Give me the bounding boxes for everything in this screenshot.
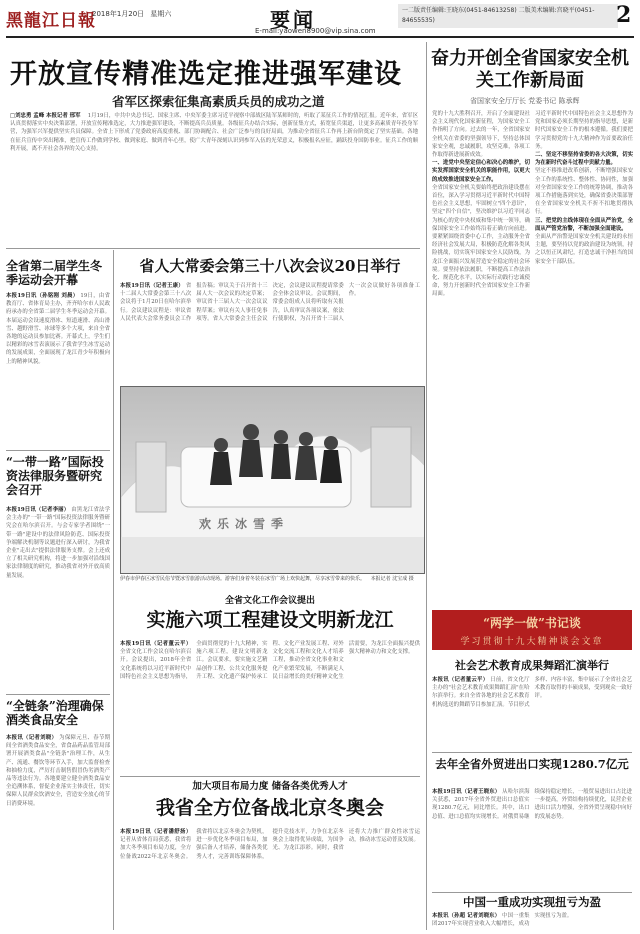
center-story-2-kicker: 全省文化工作会议提出 — [224, 596, 315, 606]
center-story-1-headline[interactable]: 省人大常委会第三十八次会议20日举行 — [139, 257, 401, 275]
right-story-3-dateline: 本报19日讯（记者王晓东） — [432, 789, 501, 795]
right-story-2-dateline: 本报讯（记者董云平） — [432, 677, 489, 683]
lead-body: □刘忠勇 孟峰 本报记者 邢军 1月19日，中共中央总书记、国家主席、中央军委主席习近平视察中部战区陆军某师时的，听取了某征兵工作的情况汇报。近年来，省军区认真贯彻落实中央决策部署，开放宣传精准选定，大力推进强军建设，不断提高兵员质量。各级征兵办结合实际，创新征集方式，拓宽征兵渠道，让更多高素质青年投身军营，为强军兴军提供坚实兵员保障。全省上下形成了党委政府高度重视、部门协调配合、社会广泛参与的良好局面，为推动全省征兵工作再上新台阶奠定了坚实基础。各地在征兵宣传中突出精准，把宣传工作做到学校、做到家庭、做到青年心里，使广大青年深刻认识到参军入伍的光荣意义，积极报名应征，踊跃投身国防事业。征兵工作的顺利开展，离不开社会各界的关心支持。 — [10, 113, 418, 152]
column-banner[interactable] — [432, 610, 632, 650]
banner-title: “两学一做”书记谈 — [483, 616, 581, 630]
center-story-1-body: 本报19日讯（记者王康） 省十二届人大常委会第三十八次会议将于1月20日在哈尔滨举行。会议建议议程是：审议省人民代表大会常务委员会工作报告稿；审议关于召开省十三届人大一次会议的决定草案；审议省十三届人大一次会议议程草案；审议有关人事任免事项等。省人大常委会主任会议决定，会议建议议程提请常委会全体会议审议。会议期间，常委会组成人员将听取有关报告，认真审议各项议案，依法行使职权，为召开省十三届人大一次会议做好各项准备工作。 — [120, 283, 420, 322]
date-text: 2018年1月20日 — [92, 10, 145, 18]
lead-headline[interactable]: 开放宣传精准选定推进强军建设 — [10, 59, 402, 90]
right-story-3-headline[interactable]: 去年全省外贸进出口实现1280.7亿元 — [435, 757, 629, 771]
left-column-rule — [113, 250, 114, 930]
photo-credit: 本报记者 沈宝成 摄 — [370, 576, 414, 582]
left-story-1-headline[interactable]: 全省第二届学生冬季运动会开幕 — [6, 259, 103, 287]
right-subhead-3: 三、把党的主线体现在全面从严治党，全面从严管党治警，不断加强全面建设。 — [535, 217, 633, 232]
right-column-rule — [426, 42, 427, 930]
weekday-text: 星期六 — [150, 10, 172, 18]
hotline-text: 一二版责任编辑:王晓东(0451-84613258) 二版美术编辑:宫晓平(0451-84655535) — [402, 7, 595, 24]
left-story-3-dateline: 本报讯（记者刘晓） — [6, 735, 58, 741]
banner-subtitle: 学习贯彻十九大精神谈会文章 — [460, 637, 604, 647]
right-story-4-headline[interactable]: 中国一重成功实现扭亏为盈 — [463, 895, 601, 909]
snow-festival-image — [121, 387, 425, 574]
center-story-1-dateline: 本报19日讯（记者王康） — [120, 283, 184, 289]
center-story-2-body: 本报19日讯（记者董云平） 全省文化工作会议在哈尔滨召开。会议提出，2018年全省文化系统将以习近平新时代中国特色社会主义思想为指导，全面贯彻党的十九大精神，实施六项工程，建设文明新龙江。会议要求，要实施文艺精品创作工程、公共文化服务提升工程、文化遗产保护传承工程、文化产业发展工程、对外文化交流工程和文化人才培养工程，推动全省文化事业和文化产业繁荣发展，不断满足人民日益增长的美好精神文化生活需要，为龙江全面振兴提供强大精神动力和文化支撑。 — [120, 641, 420, 680]
issue-date — [92, 9, 171, 19]
right-story-3-body: 本报19日讯（记者王晓东） 从哈尔滨海关获悉，2017年全省外贸进出口总值实现1280.7亿元，同比增长。其中，出口总值、进口总值均实现增长。对俄贸易继续保持稳定增长，一般贸易进出口占比进一步提高，外贸结构持续优化，民营企业进出口活力增强，全省外贸呈现稳中向好的发展态势。 — [432, 789, 632, 820]
lead-byline: □刘忠勇 孟峰 本报记者 邢军 — [10, 113, 81, 119]
center-story-2-headline[interactable]: 实施六项工程建设文明新龙江 — [146, 609, 394, 631]
left-story-2-body: 本报19日讯（记者李丽） 由黑龙江省法学会主办的"一带一路"国际投资法律服务暨研究会在哈尔滨召开。与会专家学者围绕"一带一路"建设中的法律风险防范、国际投资争端解决机制等议题进行深入研讨，为我省企业"走出去"提供法律服务支撑。会上还成立了相关研究机构，将进一步加强对沿线国家法律制度的研究，推动我省对外开放高质量发展。 — [6, 507, 110, 579]
center-story-3-dateline: 本报19日讯（记者潘舒扬） — [120, 829, 192, 835]
left-story-3-headline[interactable]: “全链条”治理确保酒类食品安全 — [6, 699, 104, 727]
right-story-4-dateline: 本报讯（孙超 记者刘晓东） — [432, 913, 501, 919]
right-story-4-body: 本报讯（孙超 记者刘晓东） 中国一重集团2017年实现营业收入大幅增长，成功实现扭亏为盈。 — [432, 913, 573, 928]
right-story-2-body: 本报讯（记者董云平） 日前，省文化厅主办的"社会艺术教育成果舞蹈汇演"在哈尔滨举行。来自全省各地的社会艺术教育机构选送的舞蹈节目参加汇演。节目形式多样、内容丰富，集中展示了全省社会艺术教育取得的丰硕成果，受到观众一致好评。 — [432, 677, 632, 708]
center-story-3-body: 本报19日讯（记者潘舒扬） 记者从省体育局获悉，我省将加大冬季项目布局力度，全方位备战2022年北京冬奥会。我省将以北京冬奥会为契机，进一步优化冬季项目布局，加强后备人才培养，储备各类优秀人才，完善训练保障体系，提升竞技水平，力争在北京冬奥会上取得优异成绩，为国争光、为龙江添彩。同时，我省还将大力推广群众性冰雪运动，推动冰雪运动普及发展。 — [120, 829, 420, 860]
right-top-byline: 省国家安全厅厅长 党委书记 陈承辉 — [470, 97, 580, 105]
lead-subhead: 省军区探索征集高素质兵员的成功之道 — [112, 94, 325, 109]
section-email[interactable]: E-mail:yaowen8900@vip.sina.com — [255, 27, 376, 35]
masthead-rule — [6, 36, 634, 38]
news-photo — [120, 386, 425, 574]
center-story-2-dateline: 本报19日讯（记者董云平） — [120, 641, 192, 647]
snow-sculpture-sign: 欢乐冰雪季 — [199, 517, 290, 531]
right-story-2-headline[interactable]: 社会艺术教育成果舞蹈汇演举行 — [455, 659, 609, 672]
editor-hotline — [398, 4, 618, 28]
newspaper-logo: 黑龍江日報 — [6, 11, 96, 31]
center-story-3-headline[interactable]: 我省全方位备战北京冬奥会 — [155, 797, 384, 819]
left-story-1-dateline: 本报19日讯（孙铭刚 刘晨） — [6, 293, 79, 299]
left-rule-1 — [6, 450, 110, 451]
right-top-headline[interactable]: 奋力开创全省国家安全机关工作新局面 — [431, 48, 629, 91]
left-story-3-body: 本报讯（记者刘晓） 为保障元旦、春节期间全省酒类食品安全，省食品药品监管局部署开展酒类食品"全链条"治理工作，从生产、流通、餐饮等环节入手，加大监督检查和抽检力度，严厉打击制售假冒伪劣酒类产品等违法行为。各地要建立健全酒类食品安全追溯体系，督促企业落实主体责任，切实保障人民群众饮酒安全，营造安全放心的节日消费环境。 — [6, 735, 110, 807]
right-top-body-col1: 党的十九大胜利召开，开启了全面建设社会主义现代化国家新征程，为国家安全工作指明了方向。过去的一年，全省国家安全机关在省委的坚强领导下，坚持总体国家安全观，忠诚履职，攻坚克难，各项工作取得新进展新成效。 一、进党中央坚定信心和决心的维护，切实发挥国家安全机关的职能作用，以更大的成效推进国家安全工作。 全省国家安全机关要始终把政治建设摆在首位，深入学习贯彻习近平新时代中国特色社会主义思想，牢固树立"四个意识"，坚定"四个自信"，坚决维护以习近平同志为核心的党中央权威和集中统一领导，确保国家安全工作始终沿着正确方向前进。要紧紧围绕省委中心工作，主动服务全省经济社会发展大局，积极防范化解各类风险挑战，切实筑牢国家安全人民防线，为龙江全面振兴发展营造安全稳定的社会环境。要坚持依法履职，不断提高工作法治化、规范化水平，以实际行动践行忠诚使命，努力开创新时代全省国家安全工作新局面。 — [432, 111, 530, 298]
section-title: 要闻 — [270, 8, 316, 32]
right-rule-4 — [432, 892, 632, 893]
left-story-1-body: 本报19日讯（孙铭刚 刘晨） 19日，由省教育厅、省体育局主办，齐齐哈尔市人民政府承办的全省第二届学生冬季运动会开幕。本届运动会设速度滑冰、短道速滑、高山滑雪、越野滑雪、冰球等多个大项，来自全省各地的运动员参加比赛。开幕式上，学生们以精彩的冰雪表演展示了我省学生冰雪运动的发展成果，全面展现了龙江青少年积极向上的精神风貌。 — [6, 293, 110, 365]
right-subhead-1: 一、进党中央坚定信心和决心的维护，切实发挥国家安全机关的职能作用，以更大的成效推进国家安全工作。 — [432, 160, 530, 183]
photo-caption — [120, 576, 425, 583]
left-story-2-dateline: 本报19日讯（记者李丽） — [6, 507, 70, 513]
left-story-2-headline[interactable]: “一带一路”国际投资法律服务暨研究会召开 — [6, 455, 104, 497]
left-rule-2 — [6, 694, 110, 695]
right-top-body-col2: 习近平新时代中国特色社会主义思想作为党和国家必须长期坚持的指导思想，是新时代国家安全工作的根本遵循。我们要把学习贯彻党的十九大精神作为首要政治任务。 二、坚定不移坚持省委的各大决策，切实为在新时代奋斗过程中贡献力量。 坚定不移推进改革创新，不断增强国家安全工作的系统性、整体性、协同性，加强对全省国家安全工作的统筹协调，推动各项工作措施落到实处，确保省委决策部署在全省国家安全机关不折不扣地贯彻执行。 三、把党的主线体现在全面从严治党，全面从严管党治警，不断加强全面建设。 全面从严治警是国家安全机关建设的永恒主题，要坚持以党的政治建设为统领，持之以恒正风肃纪，打造忠诚干净担当的国家安全干部队伍。 — [535, 111, 633, 265]
center-story-3-kicker: 加大项目布局力度 储备各类优秀人才 — [192, 781, 348, 792]
right-subhead-2: 二、坚定不移坚持省委的各大决策，切实为在新时代奋斗过程中贡献力量。 — [535, 152, 633, 167]
lead-story-rule — [6, 248, 420, 249]
center-rule-3 — [120, 776, 420, 777]
right-rule-3 — [432, 752, 632, 753]
page-number: 2 — [616, 2, 632, 28]
photo-caption-text: 伊春市伊春区冰雪民俗节暨冰雪旅游活动现场。游客们身着冬装在冰雪广场上欢快起舞，尽享冰雪带来的快乐。 — [120, 576, 366, 582]
